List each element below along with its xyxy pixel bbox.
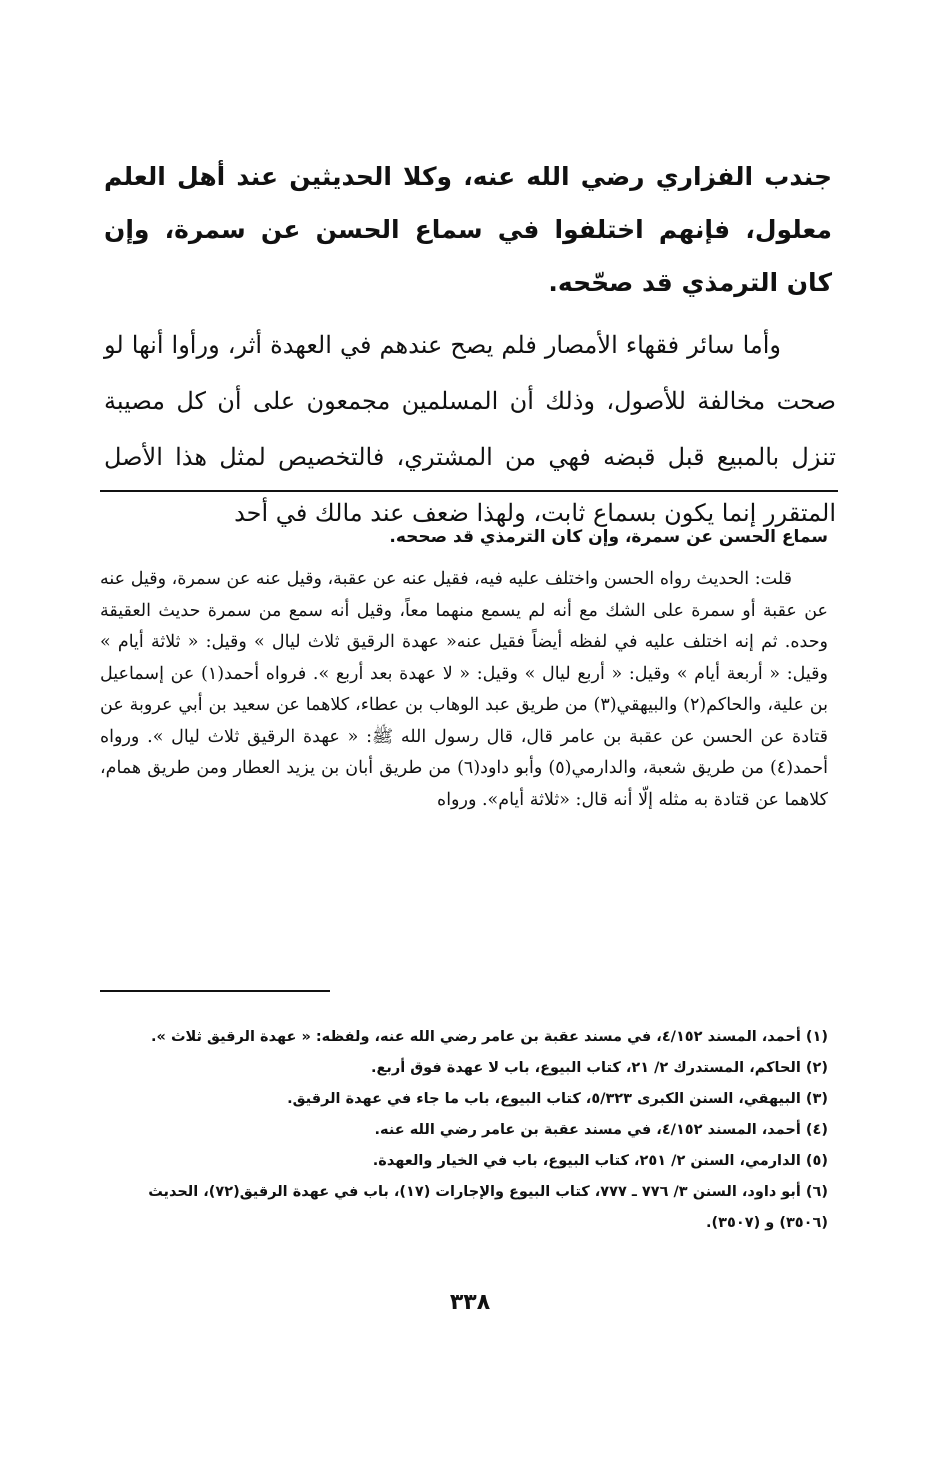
footnote-item: (٢) الحاكم، المستدرك ٢/ ٢١، كتاب البيوع، باب لا عهدة فوق أربع. <box>370 1060 828 1076</box>
main-text-separator <box>100 490 838 492</box>
footnote-item: (٣) البيهقي، السنن الكبرى ٥/٣٢٣، كتاب البيوع، باب ما جاء في عهدة الرقيق. <box>287 1091 828 1107</box>
footnote-item: (١) أحمد، المسند ٤/١٥٢، في مسند عقبة بن عامر رضي الله عنه، ولفظه: « عهدة الرقيق ثلاث ». <box>151 1029 828 1045</box>
footnote-item: (٤) أحمد، المسند ٤/١٥٢، في مسند عقبة بن عامر رضي الله عنه. <box>374 1122 828 1138</box>
footnote-separator <box>100 990 330 992</box>
commentary-section <box>100 522 838 816</box>
main-text-paragraph: وأما سائر فقهاء الأمصار فلم يصح عندهم في العهدة أثر، ورأوا أنها لو صحت مخالفة للأصول، وذلك أن المسلمين مجمعون على أن كل مصيبة تنزل بالمبيع قبل قبضه فهي من المشتري، فالتخصيص لمثل هذا الأصل المتقرر إنما يكون بسماع ثابت، ولهذا ضعف عند مالك في أحد <box>104 331 836 527</box>
book-page <box>100 150 840 1450</box>
commentary-heading: سماع الحسن عن سمرة، وإن كان الترمذي قد صححه. <box>389 527 828 547</box>
page-number: ٣٣٨ <box>449 1290 491 1315</box>
footnote-item: (٥) الدارمي، السنن ٢/ ٢٥١، كتاب البيوع، باب في الخيار والعهدة. <box>372 1153 828 1169</box>
main-text-bold-paragraph: جندب الفزاري رضي الله عنه، وكلا الحديثين عند أهل العلم معلول، فإنهم اختلفوا في سماع الحسن عن سمرة، وإن كان الترمذي قد صحّحه. <box>104 162 832 297</box>
commentary-body: قلت: الحديث رواه الحسن واختلف عليه فيه، فقيل عنه عن عقبة، وقيل عنه عن سمرة، وقيل عنه عن عقبة أو سمرة على الشك مع أنه لم يسمع منهما معاً، وقيل أنه سمع من سمرة حديث العقيقة وحده. ثم إنه اختلف عليه في لفظه أيضاً فقيل عنه« عهدة الرقيق ثلاث ليال » وقيل: « ثلاثة أيام » وقيل: « أربعة أيام » وقيل: « أربع ليال » وقيل: « لا عهدة بعد أربع ». فرواه أحمد(١) عن إسماعيل بن علية، والحاكم(٢) والبيهقي(٣) من طريق عبد الوهاب بن عطاء، كلاهما عن سعيد بن أبي عروبة عن قتادة عن الحسن عن عقبة بن عامر قال، قال رسول الله ﷺ: « عهدة الرقيق ثلاث ليال ». ورواه أحمد(٤) من طريق شعبة، والدارمي(٥) وأبو داود(٦) من طريق أبان بن يزيد العطار ومن طريق همام، كلاهما عن قتادة به مثله إلّا أنه قال: «ثلاثة أيام». ورواه <box>100 569 829 810</box>
footnote-item: (٦) أبو داود، السنن ٣/ ٧٧٦ ـ ٧٧٧، كتاب البيوع والإجارات (١٧)، باب في عهدة الرقيق(٧٢)، الحديث (٣٥٠٦) و (٣٥٠٧). <box>148 1184 828 1231</box>
footnotes-list <box>100 1022 838 1239</box>
